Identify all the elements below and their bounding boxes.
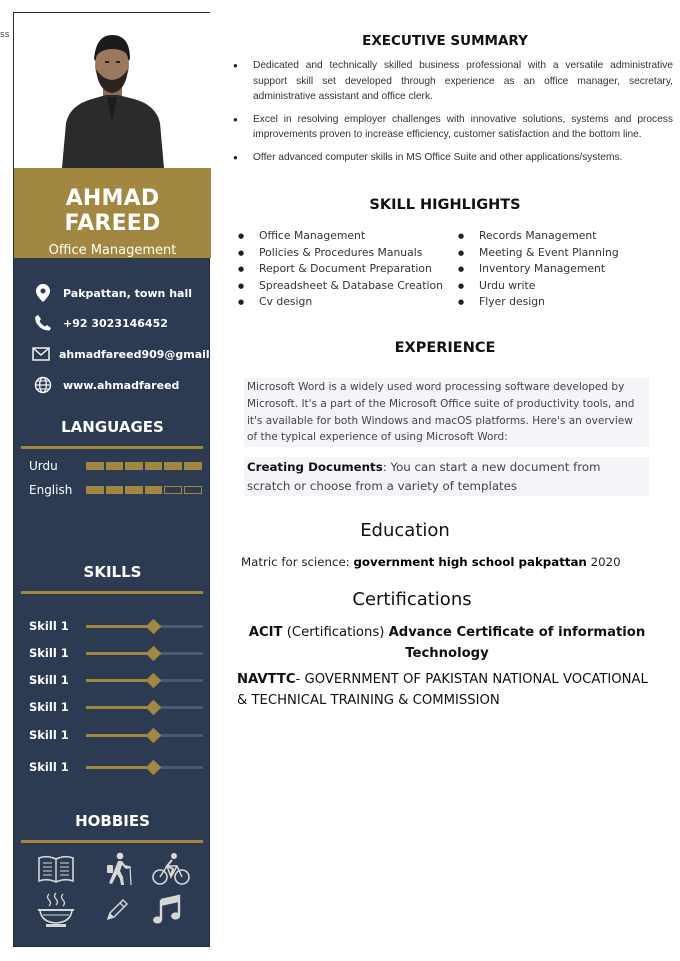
hiking-icon — [97, 851, 137, 887]
level-box-empty — [164, 486, 182, 494]
skill-row — [29, 760, 207, 774]
skill-highlight-item: ● Office Management — [238, 228, 458, 245]
skill-knob — [145, 759, 161, 775]
skill-fill — [86, 625, 153, 628]
skill-row — [29, 646, 207, 660]
certification-acit — [242, 622, 652, 664]
navttc-name: - GOVERNMENT OF PAKISTAN NATIONAL VOCATIONAL & TECHNICAL TRAINING & COMMISSION — [237, 672, 648, 708]
skill-highlight-item: ● Flyer design — [458, 294, 658, 311]
language-level — [86, 462, 202, 470]
language-row — [29, 459, 207, 473]
skill-fill — [86, 706, 153, 709]
skill-knob — [145, 645, 161, 661]
skill-fill — [86, 734, 153, 737]
skill-name: Skill 1 — [29, 673, 69, 687]
pencil-icon — [97, 892, 137, 928]
level-box-filled — [86, 486, 104, 494]
location-text: Pakpattan, town hall — [63, 286, 193, 300]
skill-knob — [145, 672, 161, 688]
certifications-heading: Certifications — [352, 589, 472, 610]
skills-heading: SKILLS — [83, 563, 142, 581]
contact-location — [32, 283, 212, 303]
sidebar — [13, 12, 240, 947]
skill-highlight-item: ● Spreadsheet & Database Creation — [238, 278, 458, 295]
experience-intro: Microsoft Word is a widely used word processing software developed by Microsoft. It's a part of the Microsoft Office suite of productivity tools, and it's available for both Windows and macOS platforms. Here's an overview of the typical experience of using Microsoft Word: — [244, 378, 649, 447]
skill-highlights-grid — [238, 228, 658, 311]
skill-highlight-item: ● Inventory Management — [458, 261, 658, 278]
language-level — [86, 486, 202, 494]
hobbies-heading: HOBBIES — [75, 812, 150, 830]
skill-fill — [86, 652, 153, 655]
email-text[interactable]: ahmadfareed909@gmail.com — [59, 347, 240, 361]
skill-name: Skill 1 — [29, 619, 69, 633]
skill-track — [86, 706, 203, 709]
skill-name: Skill 1 — [29, 700, 69, 714]
skill-track — [86, 734, 203, 737]
skill-name: Skill 1 — [29, 728, 69, 742]
skill-track — [86, 679, 203, 682]
level-box-filled — [106, 486, 124, 494]
education-entry — [241, 555, 621, 569]
skill-track — [86, 625, 203, 628]
education-year: 2020 — [586, 555, 621, 569]
education-school: government high school pakpattan — [353, 555, 587, 569]
website-text[interactable]: www.ahmadfareed — [63, 378, 180, 392]
skill-highlights-left — [238, 228, 458, 311]
education-prefix: Matric for science: — [241, 555, 354, 569]
level-box-empty — [184, 486, 202, 494]
skill-highlight-item: ● Report & Document Preparation — [238, 261, 458, 278]
languages-heading: LANGUAGES — [61, 418, 164, 436]
profile-photo — [14, 13, 211, 168]
skill-highlights-right — [458, 228, 658, 311]
profile-name: AHMAD FAREED — [64, 186, 161, 236]
contact-email — [32, 344, 240, 364]
language-name: Urdu — [29, 459, 58, 473]
acit-paren: (Certifications) — [282, 625, 389, 640]
skill-track — [86, 766, 203, 769]
acit-code: ACIT — [248, 625, 283, 640]
level-box-filled — [164, 462, 182, 470]
skill-highlight-item: ● Urdu write — [458, 278, 658, 295]
certification-navttc — [237, 669, 662, 711]
contact-website — [32, 375, 212, 395]
skill-row — [29, 673, 207, 687]
skill-highlights-heading: SKILL HIGHLIGHTS — [369, 197, 521, 213]
level-box-filled — [145, 462, 163, 470]
skill-name: Skill 1 — [29, 760, 69, 774]
envelope-icon — [32, 344, 50, 364]
hobbies-rule — [21, 840, 203, 843]
skill-highlight-item: ● Records Management — [458, 228, 658, 245]
navttc-code: NAVTTC — [237, 672, 296, 687]
globe-icon — [32, 375, 54, 395]
skill-knob — [145, 699, 161, 715]
language-row — [29, 483, 207, 497]
summary-list — [233, 58, 673, 171]
summary-item: ● Excel in resolving employer challenges with innovative solutions, systems and process improvements proven to increase efficiency, customer satisfaction and the bottom line. — [233, 112, 673, 143]
level-box-filled — [125, 462, 143, 470]
skill-name: Skill 1 — [29, 646, 69, 660]
experience-item — [244, 457, 649, 496]
skill-track — [86, 652, 203, 655]
level-box-filled — [184, 462, 202, 470]
level-box-filled — [106, 462, 124, 470]
experience-item-text: : You can start a new document from scratch or choose from a variety of templates — [247, 460, 601, 493]
cooking-icon — [36, 892, 76, 928]
education-heading: Education — [360, 520, 450, 541]
skill-row — [29, 619, 207, 633]
corner-mark: ss — [0, 30, 10, 40]
contact-phone — [32, 313, 212, 333]
location-pin-icon — [32, 283, 54, 303]
skill-fill — [86, 679, 153, 682]
summary-item: ● Dedicated and technically skilled business professional with a versatile administrative support skill set developed through experience as an office manager, secretary, administrative assistant and office clerk. — [233, 58, 673, 105]
phone-icon — [32, 313, 54, 333]
level-box-filled — [125, 486, 143, 494]
skill-fill — [86, 766, 153, 769]
book-icon — [36, 851, 76, 887]
language-name: English — [29, 483, 73, 497]
skill-knob — [145, 727, 161, 743]
level-box-filled — [145, 486, 163, 494]
experience-item-label: Creating Documents — [247, 460, 383, 474]
cycling-icon — [151, 851, 191, 887]
level-box-filled — [86, 462, 104, 470]
profile-title: Office Management — [48, 243, 177, 258]
music-note-icon — [147, 892, 187, 928]
languages-rule — [21, 446, 203, 449]
acit-name: Advance Certificate of information Technology — [388, 625, 646, 661]
skill-knob — [145, 618, 161, 634]
skill-highlight-item: ● Cv design — [238, 294, 458, 311]
skills-rule — [21, 591, 203, 594]
phone-text: +92 3023146452 — [63, 316, 168, 330]
experience-heading: EXPERIENCE — [394, 340, 496, 356]
summary-heading: EXECUTIVE SUMMARY — [362, 33, 528, 49]
skill-row — [29, 700, 207, 714]
name-band — [14, 168, 211, 258]
skill-highlight-item: ● Policies & Procedures Manuals — [238, 245, 458, 262]
skill-row — [29, 728, 207, 742]
skill-highlight-item: ● Meeting & Event Planning — [458, 245, 658, 262]
summary-item: ● Offer advanced computer skills in MS Office Suite and other applications/systems. — [233, 150, 673, 166]
